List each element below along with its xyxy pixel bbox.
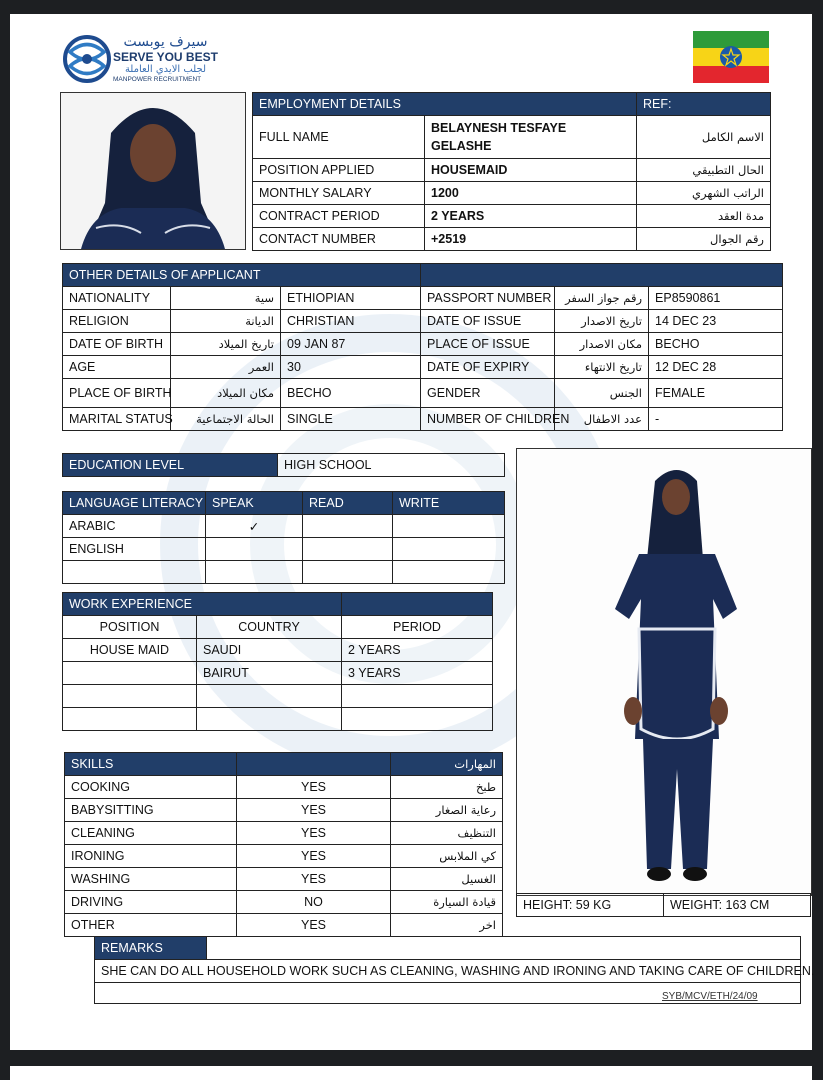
brand-arabic-sub: لجلب الايدي العاملة (124, 64, 206, 75)
nationality-value: ETHIOPIAN (281, 287, 421, 310)
dob-label: DATE OF BIRTH (63, 333, 171, 356)
skill-ar: كي الملابس (391, 845, 503, 868)
measurements-table (516, 893, 811, 917)
expiry-value: 12 DEC 28 (649, 356, 783, 379)
work-row-country: SAUDI (197, 639, 342, 662)
issue-place-value: BECHO (649, 333, 783, 356)
pob-label: PLACE OF BIRTH (63, 379, 171, 408)
work-col-position: POSITION (63, 616, 197, 639)
skill-value: YES (237, 776, 391, 799)
religion-value: CHRISTIAN (281, 310, 421, 333)
skill-ar: اخر (391, 914, 503, 937)
issue-date-value: 14 DEC 23 (649, 310, 783, 333)
weight-value: WEIGHT: 163 CM (664, 894, 811, 917)
lang-arabic-speak: ✓ (206, 515, 303, 538)
skill-name: DRIVING (65, 891, 237, 914)
dob-ar: تاريخ الميلاد (171, 333, 281, 356)
pob-value: BECHO (281, 379, 421, 408)
skill-ar: التنظيف (391, 822, 503, 845)
contract-ar: مدة العقد (637, 205, 771, 228)
applicant-headshot (60, 92, 246, 250)
company-name (113, 34, 218, 84)
marital-ar: الحالة الاجتماعية (171, 408, 281, 431)
position-label: POSITION APPLIED (253, 159, 425, 182)
gender-ar: الجنس (555, 379, 649, 408)
marital-value: SINGLE (281, 408, 421, 431)
work-row-position: HOUSE MAID (63, 639, 197, 662)
nationality-ar: سية (171, 287, 281, 310)
lang-english: ENGLISH (63, 538, 206, 561)
brand-name: SERVE YOU BEST (113, 50, 218, 64)
salary-label: MONTHLY SALARY (253, 182, 425, 205)
work-header: WORK EXPERIENCE (63, 593, 342, 616)
children-value: - (649, 408, 783, 431)
work-row-period: 3 YEARS (342, 662, 493, 685)
education-value: HIGH SCHOOL (278, 454, 505, 477)
expiry-ar: تاريخ الانتهاء (555, 356, 649, 379)
lang-english-read (303, 538, 393, 561)
other-header: OTHER DETAILS OF APPLICANT (63, 264, 421, 287)
contact-ar: رقم الجوال (637, 228, 771, 251)
skill-ar: قيادة السيارة (391, 891, 503, 914)
issue-place-ar: مكان الاصدار (555, 333, 649, 356)
skill-value: NO (237, 891, 391, 914)
education-label: EDUCATION LEVEL (63, 454, 278, 477)
language-table (62, 491, 505, 584)
lang-english-speak (206, 538, 303, 561)
work-experience-table (62, 592, 493, 731)
passport-label: PASSPORT NUMBER (421, 287, 555, 310)
work-row-period: 2 YEARS (342, 639, 493, 662)
lang-arabic-write (393, 515, 505, 538)
skills-table (64, 752, 503, 937)
position-value: HOUSEMAID (425, 159, 637, 182)
brand-sub: MANPOWER RECRUITMENT (113, 76, 202, 83)
next-page-edge (10, 1066, 812, 1080)
skill-value: YES (237, 845, 391, 868)
dob-value: 09 JAN 87 (281, 333, 421, 356)
skill-value: YES (237, 822, 391, 845)
education-table (62, 453, 505, 477)
ref-label: REF: (637, 93, 771, 116)
work-row-country: BAIRUT (197, 662, 342, 685)
skill-name: CLEANING (65, 822, 237, 845)
age-ar: العمر (171, 356, 281, 379)
skill-value: YES (237, 914, 391, 937)
nationality-label: NATIONALITY (63, 287, 171, 310)
position-ar: الحال التطبيقي (637, 159, 771, 182)
contact-value: +2519 (425, 228, 637, 251)
employment-header: EMPLOYMENT DETAILS (253, 93, 637, 116)
lang-header-read: READ (303, 492, 393, 515)
skill-name: BABYSITTING (65, 799, 237, 822)
salary-ar: الراتب الشهري (637, 182, 771, 205)
brand-arabic: سيرف يوبست (123, 34, 208, 50)
skill-value: YES (237, 799, 391, 822)
issue-date-label: DATE OF ISSUE (421, 310, 555, 333)
lang-header-speak: SPEAK (206, 492, 303, 515)
religion-label: RELIGION (63, 310, 171, 333)
skill-name: WASHING (65, 868, 237, 891)
skill-value: YES (237, 868, 391, 891)
skill-ar: رعاية الصغار (391, 799, 503, 822)
lang-header-literacy: LANGUAGE LITERACY (63, 492, 206, 515)
age-value: 30 (281, 356, 421, 379)
gender-value: FEMALE (649, 379, 783, 408)
contract-value: 2 YEARS (425, 205, 637, 228)
passport-value: EP8590861 (649, 287, 783, 310)
full-name-value: BELAYNESH TESFAYE GELASHE (425, 116, 637, 159)
contact-label: CONTACT NUMBER (253, 228, 425, 251)
lang-arabic: ARABIC (63, 515, 206, 538)
children-ar: عدد الاطفال (555, 408, 649, 431)
skill-ar: طبخ (391, 776, 503, 799)
salary-value: 1200 (425, 182, 637, 205)
work-col-period: PERIOD (342, 616, 493, 639)
full-name-ar: الاسم الكامل (637, 116, 771, 159)
work-col-country: COUNTRY (197, 616, 342, 639)
work-row-position (63, 662, 197, 685)
age-label: AGE (63, 356, 171, 379)
skills-header-ar: المهارات (391, 753, 503, 776)
lang-arabic-read (303, 515, 393, 538)
skill-name: IRONING (65, 845, 237, 868)
cv-document (10, 14, 815, 1050)
contract-label: CONTRACT PERIOD (253, 205, 425, 228)
applicant-full-body-photo (516, 448, 812, 896)
marital-label: MARITAL STATUS (63, 408, 171, 431)
issue-date-ar: تاريخ الاصدار (555, 310, 649, 333)
full-name-label: FULL NAME (253, 116, 425, 159)
pob-ar: مكان الميلاد (171, 379, 281, 408)
skill-name: OTHER (65, 914, 237, 937)
other-details-table (62, 263, 783, 431)
company-logo-icon (62, 32, 112, 91)
religion-ar: الديانة (171, 310, 281, 333)
lang-header-write: WRITE (393, 492, 505, 515)
skill-name: COOKING (65, 776, 237, 799)
lang-english-write (393, 538, 505, 561)
reference-code: SYB/MCV/ETH/24/09 (662, 991, 758, 1002)
skill-ar: الغسيل (391, 868, 503, 891)
children-label: NUMBER OF CHILDREN (421, 408, 555, 431)
employment-details-table (252, 92, 771, 251)
remarks-text: SHE CAN DO ALL HOUSEHOLD WORK SUCH AS CLEANING, WASHING AND IRONING AND TAKING CARE OF CHILDREN. (95, 960, 801, 983)
gender-label: GENDER (421, 379, 555, 408)
passport-ar: رقم جواز السفر (555, 287, 649, 310)
remarks-header: REMARKS (95, 937, 207, 960)
expiry-label: DATE OF EXPIRY (421, 356, 555, 379)
height-value: HEIGHT: 59 KG (517, 894, 664, 917)
skills-header: SKILLS (65, 753, 237, 776)
ethiopia-flag-icon (693, 31, 769, 83)
issue-place-label: PLACE OF ISSUE (421, 333, 555, 356)
